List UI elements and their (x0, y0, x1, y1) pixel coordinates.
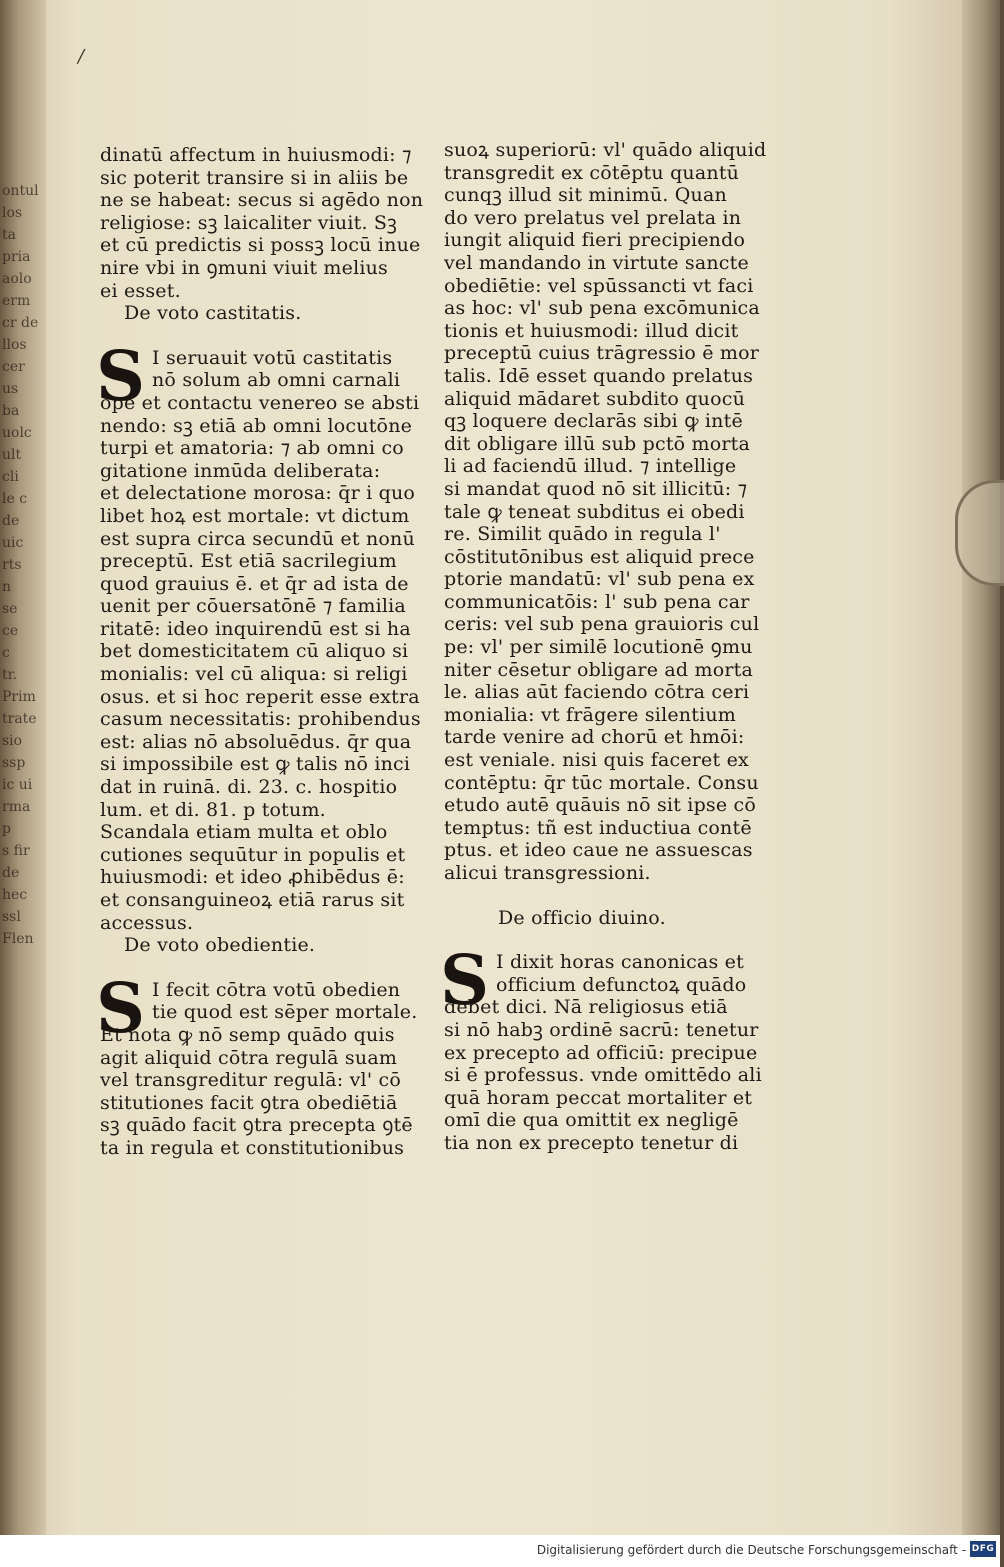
clasp-shadow (955, 480, 1004, 586)
margin-fragment: pria (2, 249, 31, 265)
text-line: huiusmodi: et ideo ꝓhibēdus ē: (100, 866, 405, 889)
margin-fragment: ta (2, 227, 16, 243)
text-line: bet domesticitatem cū aliquo si (100, 640, 409, 663)
margin-fragment: ssl (2, 909, 21, 925)
text-line: transgredit ex cōtēptu quantū (444, 161, 740, 184)
text-line: as hoc: vl' sub pena excōmunica (444, 297, 760, 320)
text-line: quod grauius ē. et q̄r ad ista de (100, 572, 409, 595)
text-line: re. Similit quādo in regula l' (444, 523, 721, 546)
paragraph-castitatis (96, 336, 421, 934)
margin-fragment: uic (2, 535, 24, 551)
margin-fragment: uolc (2, 425, 32, 441)
text-line: sꝫ quādo facit ꝯtra precepta ꝯtē (100, 1114, 413, 1137)
margin-fragment: ba (2, 403, 20, 419)
text-line: temptus: tñ est inductiua contē (444, 816, 752, 839)
text-line: ptorie mandatū: vl' sub pena ex (444, 568, 755, 591)
text-line: si nō habꝫ ordinē sacrū: tenetur (444, 1018, 759, 1041)
drop-capital-s: S (440, 941, 490, 1022)
text-line: alicui transgressioni. (444, 862, 651, 884)
text-line: suoꝝ superiorū: vl' quādo aliquid (444, 139, 767, 161)
text-line: ope et contactu venereo se absti (100, 391, 420, 414)
text-line: stitutiones facit ꝯtra obediētiā (100, 1091, 398, 1114)
text-line: etudo autē quāuis nō sit ipse cō (444, 794, 757, 817)
text-line: tarde venire ad chorū et hmōi: (444, 726, 745, 749)
text-line: agit aliquid cōtra regulā suam (100, 1046, 398, 1069)
margin-fragment: se (2, 601, 18, 617)
text-line: quā horam peccat mortaliter et (444, 1086, 753, 1109)
drop-capital-s: S (96, 968, 146, 1049)
text-line: si impossibile est ꝙ talis nō inci (100, 753, 411, 776)
text-line: cutiones sequūtur in populis et (100, 843, 406, 866)
text-line: nire vbi in ꝯmuni viuit melius (100, 256, 389, 279)
text-line: I fecit cōtra votū obedien (152, 978, 401, 1001)
right-text-column (440, 139, 767, 1155)
margin-fragment: cr de (2, 315, 39, 331)
text-line: ex precepto ad officiū: precipue (444, 1041, 758, 1064)
text-line: casum necessitatis: prohibendus (100, 708, 421, 731)
margin-fragment: sio (2, 733, 23, 749)
text-line: et delectatione morosa: q̄r i quo (100, 482, 416, 505)
text-line: religiose: sꝫ laicaliter viuit. Sꝫ (100, 211, 398, 234)
margin-fragment: los (2, 205, 23, 221)
text-line: tionis et huiusmodi: illud dicit (444, 319, 739, 342)
heading-voto-obedientie: De voto obedientie. (124, 934, 316, 957)
text-line: ei esset. (100, 279, 181, 302)
margin-fragment: rts (2, 557, 22, 573)
text-line: gitatione inmūda deliberata: (100, 459, 381, 482)
text-line: officium defunctoꝝ quādo (496, 973, 747, 996)
margin-fragment: n (2, 579, 12, 595)
text-line: preceptū cuius trāgressio ē mor (444, 342, 760, 365)
text-line: est veniale. nisi quis faceret ex (444, 749, 749, 772)
heading-voto-castitatis: De voto castitatis. (124, 302, 302, 325)
text-line: communicatōis: l' sub pena car (444, 590, 750, 613)
margin-fragment: p (2, 821, 11, 837)
text-line: ta in regula et constitutionibus (100, 1136, 405, 1159)
margin-fragment: ic ui (2, 777, 33, 793)
margin-fragment: hec (2, 887, 28, 903)
text-line: niter cēsetur obligare ad morta (444, 658, 754, 681)
text-line: tia non ex precepto tenetur di (444, 1131, 739, 1154)
text-line: I dixit horas canonicas et (496, 951, 744, 974)
text-line: osus. et si hoc reperit esse extra (100, 685, 420, 708)
text-line: monialis: vel cū aliqua: si religi (100, 663, 408, 686)
text-line: do vero prelatus vel prelata in (444, 206, 742, 229)
paragraph-lines (100, 978, 418, 1160)
text-line: libet hoꝝ est mortale: vt dictum (100, 504, 410, 527)
margin-fragment: tr. (2, 667, 18, 683)
margin-fragment: ontul (2, 183, 39, 199)
text-line: tale ꝙ teneat subditus ei obedi (444, 500, 745, 523)
text-line: qꝫ loquere declarās sibi ꝙ intē (444, 410, 743, 433)
text-line: Scandala etiam multa et oblo (100, 821, 388, 844)
page-mark: / (78, 46, 85, 67)
heading-officio-diuino: De officio diuino. (498, 906, 666, 929)
text-line: et consanguineoꝝ etiā rarus sit (100, 889, 405, 911)
funding-credit: Digitalisierung gefördert durch die Deutsche Forschungsgemeinschaft - (536, 1543, 966, 1557)
margin-fragment: us (2, 381, 19, 397)
text-line: turpi et amatoria: ⁊ ab omni co (100, 437, 404, 460)
left-text-column (96, 144, 424, 1160)
text-line: le. alias aūt faciendo cōtra ceri (444, 681, 750, 704)
paragraph-lines (444, 951, 764, 1154)
margin-fragment: erm (2, 293, 31, 309)
continued-lines (444, 139, 767, 885)
text-line: uenit per cōuersatōnē ⁊ familia (100, 595, 406, 618)
text-line: dat in ruinā. di. 23. c. hospitio (100, 776, 398, 799)
text-line: pe: vl' per similē locutionē ꝯmu (444, 636, 753, 659)
margin-fragment: aolo (2, 271, 32, 287)
margin-fragment: ssp (2, 755, 26, 771)
text-line: ritatē: ideo inquirendū est si ha (100, 617, 411, 640)
margin-fragment: cer (2, 359, 25, 375)
margin-fragment: le c (2, 491, 28, 507)
margin-fragment: de (2, 865, 20, 881)
margin-fragment: ult (2, 447, 22, 463)
spacer (100, 957, 410, 979)
text-line: nō solum ab omni carnali (152, 369, 401, 392)
text-line: preceptū. Est etiā sacrilegium (100, 550, 397, 573)
text-line: tie quod est sēper mortale. (152, 1001, 418, 1024)
paragraph-officio (440, 941, 764, 1154)
margin-fragment: Flen (2, 931, 34, 947)
margin-fragment: c (2, 645, 10, 661)
text-line: est supra circa secundū et nonū (100, 527, 415, 550)
text-line: omī die qua omittit ex negligē (444, 1109, 739, 1132)
text-line: lum. et di. 81. p totum. (100, 798, 326, 821)
text-line: vel mandando in virtute sancte (444, 251, 749, 274)
paragraph-obedientie (96, 968, 418, 1160)
text-line: est: alias nō absoluēdus. q̄r qua (100, 730, 412, 753)
text-line: ceris: vel sub pena grauioris cul (444, 613, 760, 636)
text-line: ptus. et ideo caue ne assuescas (444, 839, 753, 862)
text-line: sic poterit transire si in aliis be (100, 166, 409, 189)
text-line: et cū predictis si possꝫ locū inue (100, 234, 421, 257)
text-line: dinatū affectum in huiusmodi: ⁊ (100, 144, 412, 166)
text-line: debet dici. Nā religiosus etiā (444, 996, 728, 1019)
text-line: si ē professus. vnde omittēdo ali (444, 1064, 762, 1087)
spacer (100, 325, 410, 347)
text-line: aliquid mādaret subdito quocū (444, 387, 746, 410)
dfg-logo: DFG (970, 1541, 996, 1557)
text-line: contēptu: q̄r tūc mortale. Consu (444, 771, 759, 794)
page-edge (962, 0, 1000, 1535)
text-line: accessus. (100, 911, 194, 934)
text-line: I seruauit votū castitatis (152, 346, 393, 369)
text-line: obediētie: vel spūssancti vt faci (444, 274, 754, 297)
margin-fragment: de (2, 513, 20, 529)
facing-page-margin-text (2, 180, 39, 1100)
drop-capital-s: S (96, 336, 146, 417)
text-line: nendo: sꝫ etiā ab omni locutōne (100, 414, 413, 437)
text-line: vel transgreditur regulā: vl' cō (100, 1069, 401, 1092)
margin-fragment: Prim (2, 689, 36, 705)
text-line: cōstitutōnibus est aliquid prece (444, 545, 755, 568)
paragraph-lines (100, 346, 421, 934)
margin-fragment: ce (2, 623, 19, 639)
margin-fragment: rma (2, 799, 31, 815)
text-line: li ad faciendū illud. ⁊ intellige (444, 455, 737, 478)
margin-fragment: trate (2, 711, 37, 727)
text-line: Et nota ꝙ nō semp quādo quis (100, 1023, 395, 1046)
text-line: monialia: vt frāgere silentium (444, 703, 736, 726)
intro-lines (100, 144, 424, 302)
spacer (444, 885, 764, 907)
margin-fragment: s fir (2, 843, 30, 859)
margin-fragment: llos (2, 337, 27, 353)
text-line: dit obligare illū sub pctō morta (444, 432, 751, 455)
text-line: si mandat quod nō sit illicitū: ⁊ (444, 477, 748, 500)
text-line: cunqꝫ illud sit minimū. Quan (444, 184, 727, 207)
text-line: iungit aliquid fieri precipiendo (444, 229, 746, 252)
text-line: talis. Idē esset quando prelatus (444, 364, 754, 387)
margin-fragment: cli (2, 469, 19, 485)
text-line: ne se habeat: secus si agēdo non (100, 189, 424, 212)
spacer (444, 929, 764, 951)
